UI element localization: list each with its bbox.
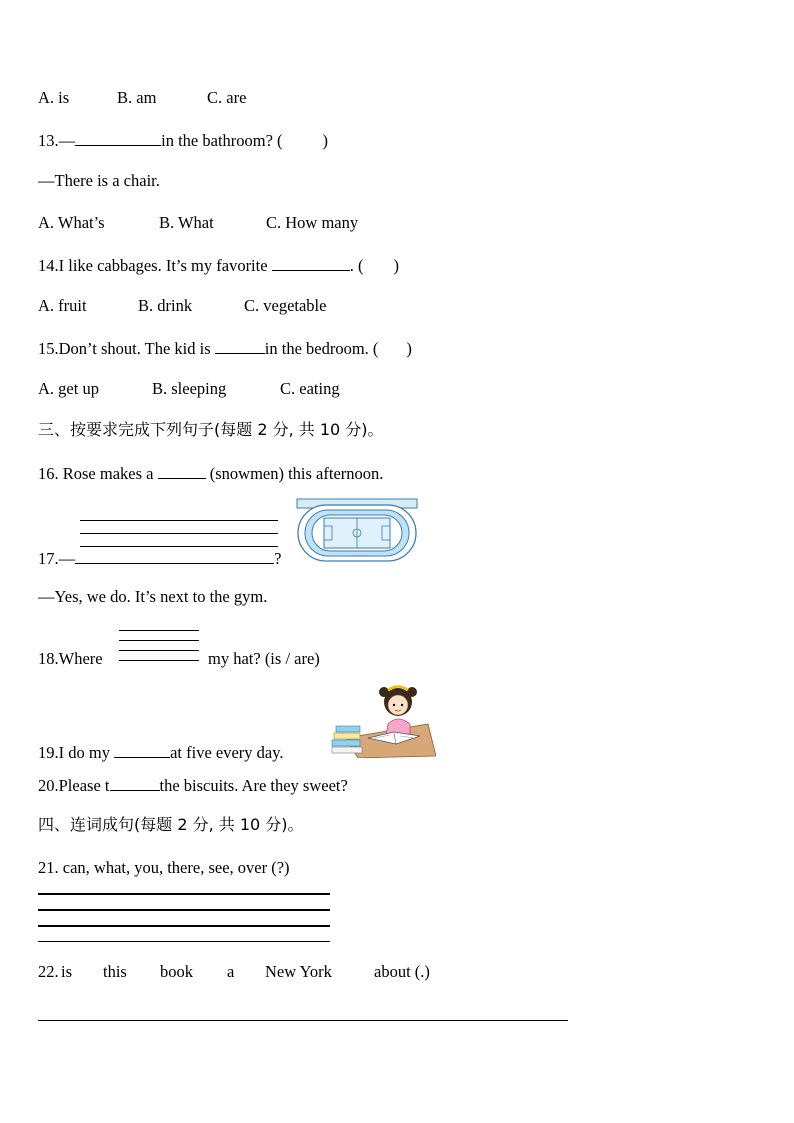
q13-option-a: A. What’s [38,213,105,232]
q18-tail: my hat? (is / are) [208,649,320,668]
q22-answer-line[interactable] [38,1020,568,1021]
q17-reply: —Yes, we do. It’s next to the gym. [38,587,268,606]
q20-blank[interactable] [110,775,160,791]
q16-tail: (snowmen) this afternoon. [209,464,384,483]
q20-tail: the biscuits. Are they sweet? [159,776,348,795]
q15-text: 15.Don’t shout. The kid is [38,339,211,358]
q14-option-b: B. drink [138,296,193,315]
q21-question: 21. can, what, you, there, see, over (?) [38,858,290,877]
q22-word-5: New York [265,962,332,981]
q15-option-c: C. eating [280,379,340,398]
q19-text: 19.I do my [38,743,110,762]
q19-tail: at five every day. [170,743,284,762]
q15-blank[interactable] [215,338,265,354]
q22-word-2: this [103,962,127,981]
q14-close: ) [393,256,399,275]
q16-blank[interactable] [158,463,206,479]
q13-reply: —There is a chair. [38,171,160,190]
q22-word-1: is [61,962,73,981]
q20-text: 20.Please t [38,776,110,795]
q17-answer-line-1[interactable] [80,520,278,521]
q13-option-b: B. What [159,213,214,232]
q22-number: 22. [38,962,59,981]
q13-blank[interactable] [75,130,161,146]
q14-tail: . ( [349,256,364,275]
q13-prefix: 13.— [38,131,76,150]
q12-option-b: B. am [117,88,157,107]
q17-question [38,548,281,569]
q14-option-a: A. fruit [38,296,87,315]
q21-answer-line-2[interactable] [38,909,330,911]
q15-question [38,338,412,359]
q13-option-c: C. How many [266,213,359,232]
q18-line-3[interactable] [119,650,199,651]
q20-question [38,775,348,796]
q17-tail: ? [274,549,282,568]
q13-close: ) [322,131,329,150]
q12-option-a: A. is [38,88,70,107]
q16-text: 16. Rose makes a [38,464,154,483]
q18-line-2[interactable] [119,640,199,641]
q13-text: in the bathroom? ( [161,131,283,150]
q19-question [38,742,284,763]
q18-line-4[interactable] [119,660,199,661]
q15-option-b: B. sleeping [152,379,227,398]
q13-question [38,130,328,151]
q16-question [38,463,383,484]
q14-blank[interactable] [272,255,350,271]
q17-blank[interactable] [75,548,274,564]
section4-heading: 四、连词成句(每题 2 分, 共 10 分)。 [38,815,304,834]
q14-option-c: C. vegetable [244,296,327,315]
q15-close: ) [406,339,412,358]
section3-heading: 三、按要求完成下列句子(每题 2 分, 共 10 分)。 [38,420,384,439]
q21-answer-line-1[interactable] [38,893,330,895]
running-track-image [296,498,418,562]
q22-word-4: a [227,962,235,981]
q14-question [38,255,399,276]
girl-reading-image [328,678,436,758]
q21-answer-line-4[interactable] [38,941,330,942]
q17-prefix: 17.— [38,549,76,568]
q14-text: 14.I like cabbages. It’s my favorite [38,256,268,275]
q18-line-1[interactable] [119,630,199,631]
q15-option-a: A. get up [38,379,99,398]
q19-blank[interactable] [114,742,170,758]
q17-answer-line-2[interactable] [80,533,278,534]
q21-answer-line-3[interactable] [38,925,330,927]
q17-answer-line-3[interactable] [80,546,278,547]
q18-text: 18.Where [38,649,103,668]
q12-option-c: C. are [207,88,247,107]
q22-word-3: book [160,962,193,981]
q22-word-6: about (.) [374,962,430,981]
q15-tail: in the bedroom. ( [264,339,379,358]
